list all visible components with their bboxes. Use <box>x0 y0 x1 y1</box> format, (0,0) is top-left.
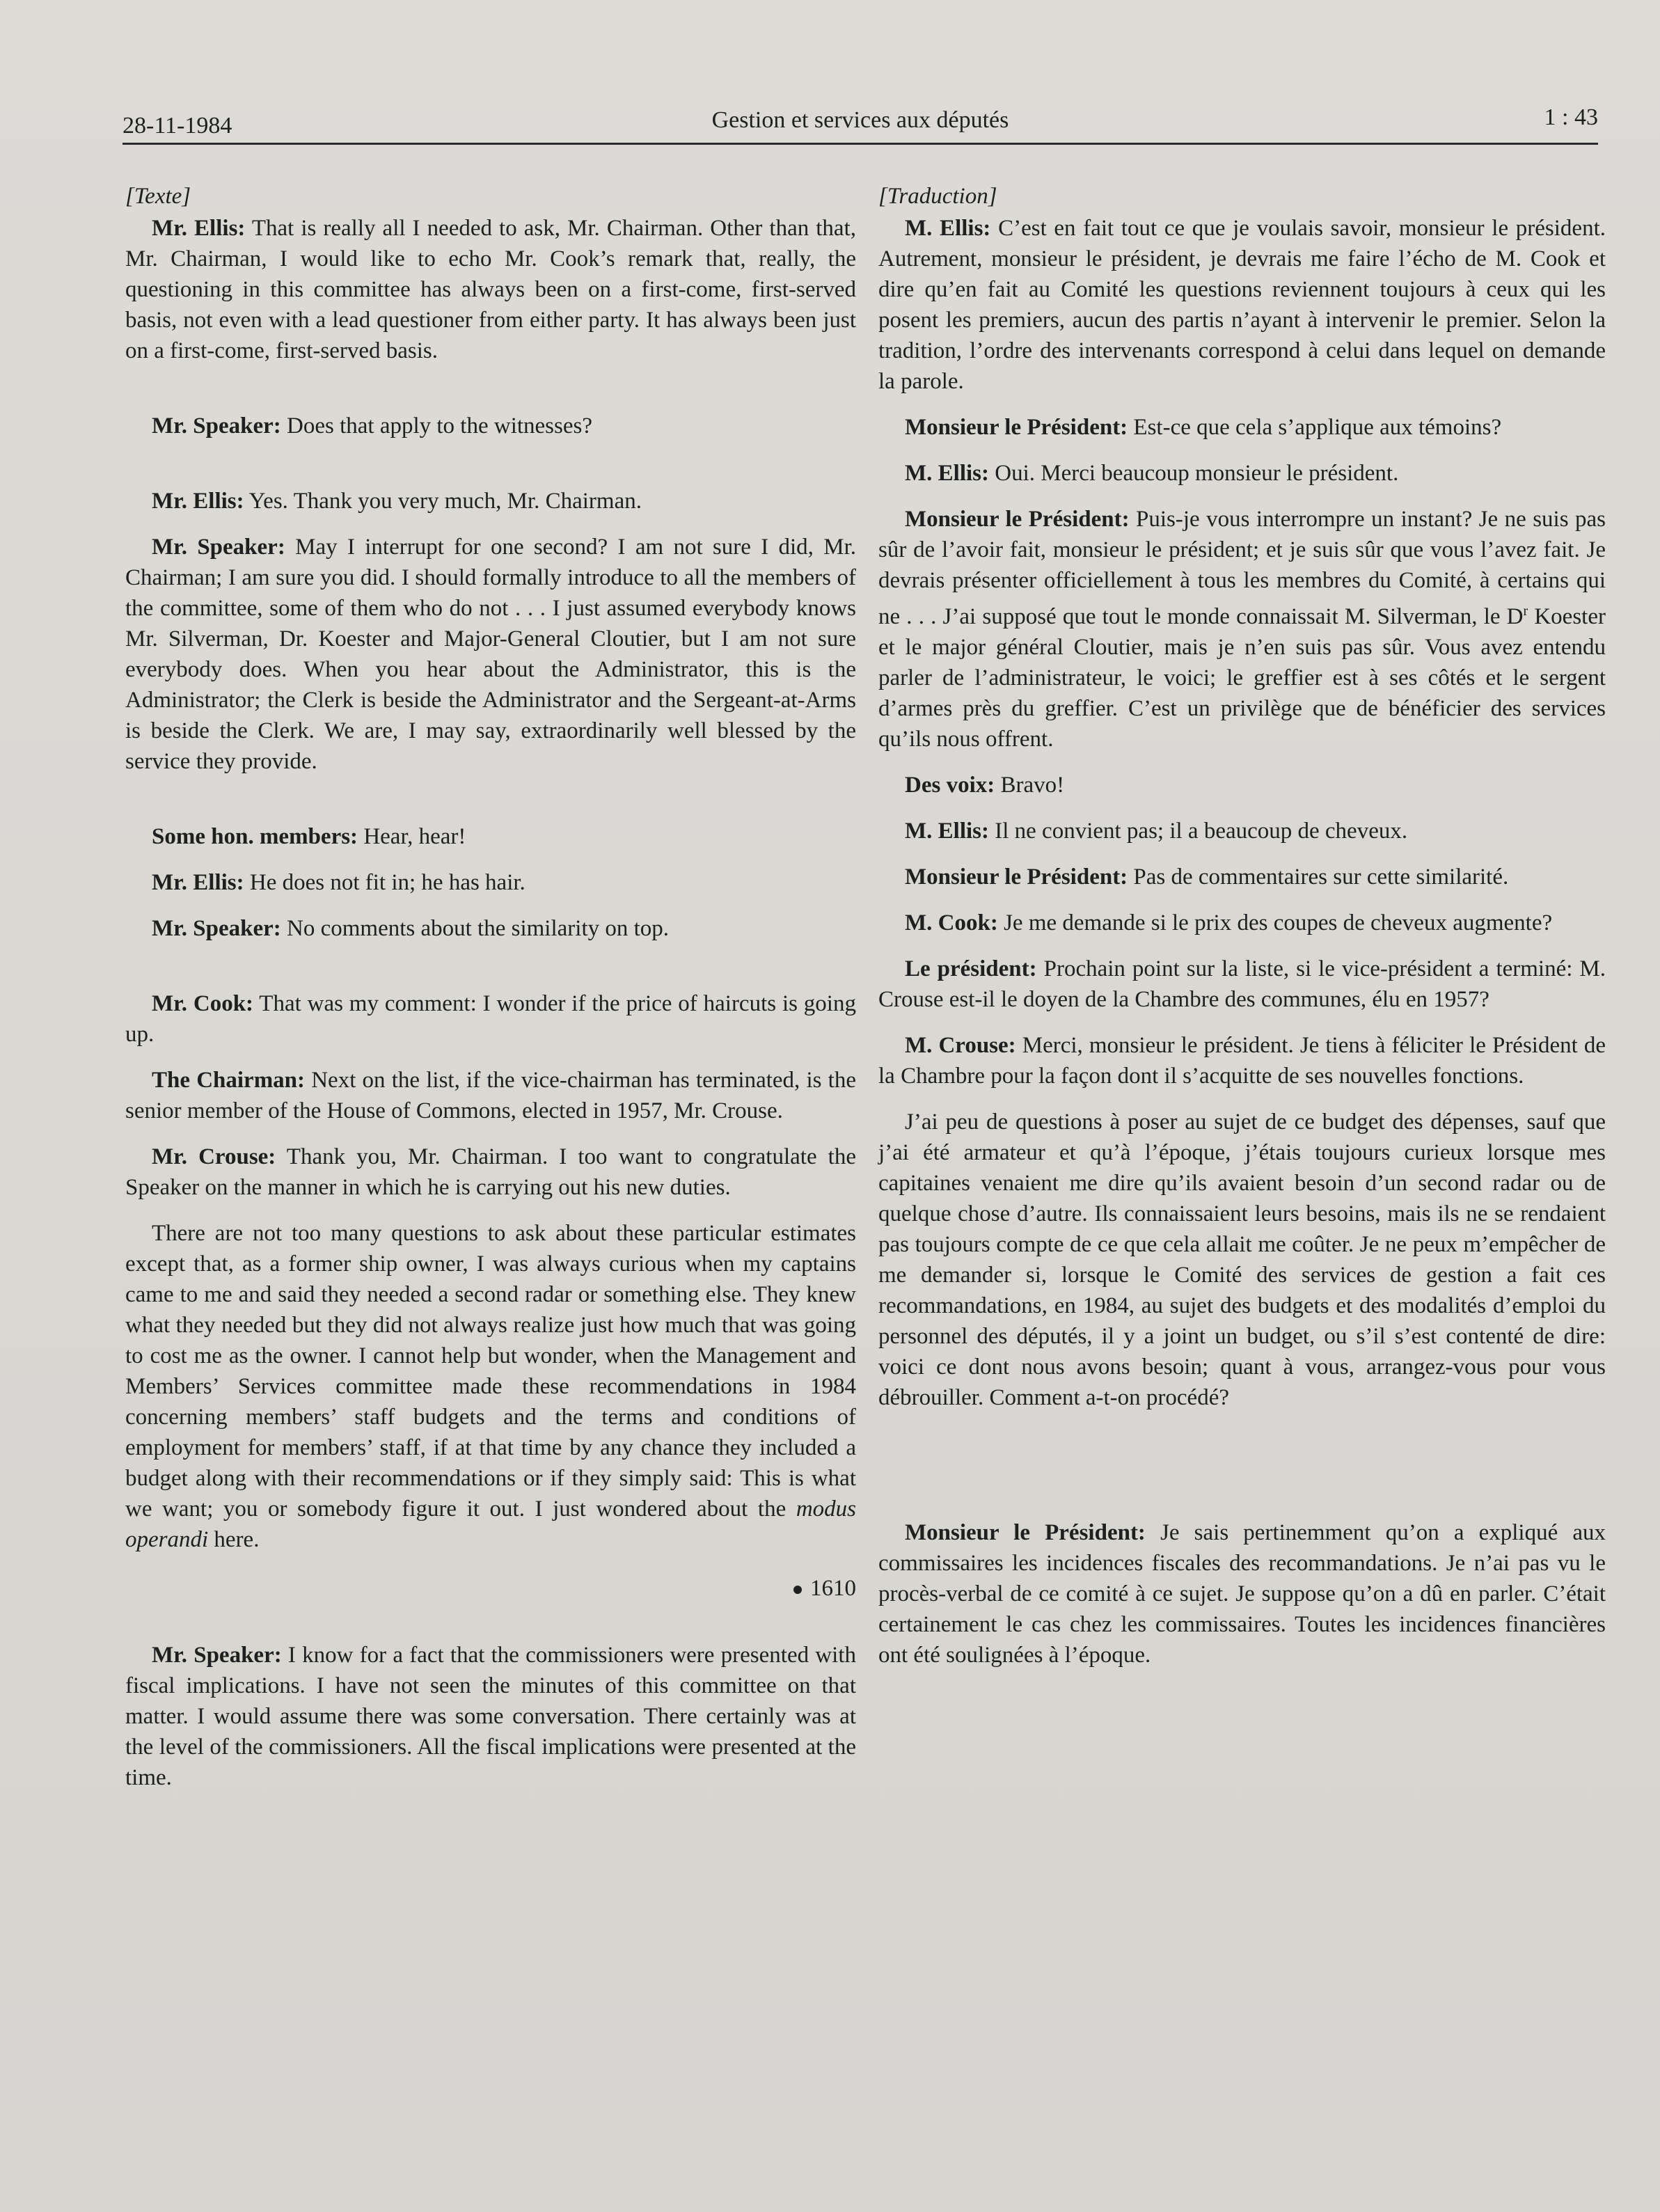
paragraph-text: Puis-je vous interrompre un instant? Je ne suis pas sûr de l’avoir fait, monsieur le président; et je suis sûr que vous l’avez fait. Je devrais présenter officiellement à tous les membres du Comité, à certains qui ne . . . J’ai supposé que tout le monde connaissait M. Silverman, le D <box>878 507 1606 629</box>
time-marker-value: 1610 <box>810 1576 856 1601</box>
paragraph <box>878 954 1606 1015</box>
paragraph-text: Does that apply to the witnesses? <box>280 413 593 439</box>
header-page-number: 1 : 43 <box>1544 104 1598 130</box>
paragraph-text: C’est en fait tout ce que je voulais savoir, monsieur le président. Autrement, monsieur le président, je devrais me faire l’écho de M. Cook et dire qu’en fait au Comité les questions reviennent toujours à ceux qui les posent les premiers, aucun des partis n’ayant à intervenir le premier. Selon la tradition, l’ordre des intervenants correspond à celui dans lequel on demande la parole. <box>878 216 1606 394</box>
paragraph <box>125 532 856 777</box>
speaker-name: M. Ellis: <box>905 216 991 241</box>
paragraph <box>878 412 1606 443</box>
paragraph-text: Je sais pertinemment qu’on a expliqué aux commissaires les incidences fiscales des recommandations. Je n’ai pas vu le procès-verbal de ce comité à ce sujet. Je suppose qu’on a dû en parler. C’était certainement le cas chez les commissaires. Toutes les incidences financières ont été soulignées à l’époque. <box>878 1520 1606 1668</box>
section-tag-label: Traduction <box>887 184 988 209</box>
paragraph <box>878 1107 1606 1413</box>
speaker-name: Monsieur le Président: <box>905 507 1130 532</box>
speaker-name: Le président: <box>905 956 1037 981</box>
speaker-name: Monsieur le Président: <box>905 1520 1146 1545</box>
paragraph <box>878 770 1606 800</box>
paragraph <box>125 1065 856 1126</box>
paragraph-text: Hear, hear! <box>358 824 466 849</box>
speaker-name: Mr. Cook: <box>152 991 254 1016</box>
paragraph-text: Thank you, Mr. Chairman. I too want to congratulate the Speaker on the manner in which he is carrying out his new duties. <box>125 1144 856 1200</box>
paragraph-text: J’ai peu de questions à poser au sujet de ce budget des dépenses, sauf que j’ai été armateur et qu’à l’époque, j’étais toujours curieux lorsque mes capitaines venaient me dire qu’ils avaient besoin d’un second radar ou de quelque chose d’autre. Ils connaissaient leurs besoins, mais ils ne se rendaient pas toujours compte de ce que cela allait me coûter. Je ne peux m’empêcher de me demander si, lorsque le Comité des services de gestion a fait ces recommandations, en 1984, au sujet des budgets et des modalités d’emploi du personnel des députés, il y a joint un budget, ou s’il s’est contenté de dire: voici ce dont nous avons besoin; quant à vous, arrangez-vous pour vous débrouiller. Comment a-t-on procédé? <box>878 1109 1606 1410</box>
speaker-name: Mr. Crouse: <box>152 1144 276 1169</box>
superscript: r <box>1523 603 1528 619</box>
paragraph-text: Pas de commentaires sur cette similarité. <box>1128 864 1509 890</box>
speaker-name: M. Crouse: <box>905 1033 1016 1058</box>
speaker-name: Mr. Speaker: <box>152 1643 282 1668</box>
speaker-name: Mr. Ellis: <box>152 216 246 241</box>
page-header <box>122 104 1598 143</box>
paragraph <box>125 213 856 366</box>
speaker-name: Mr. Speaker: <box>152 916 281 941</box>
paragraph-text: Est-ce que cela s’applique aux témoins? <box>1128 415 1502 440</box>
paragraph-text: Il ne convient pas; il a beaucoup de cheveux. <box>989 819 1408 844</box>
paragraph-text-tail: Koester et le major général Cloutier, mais je n’en suis pas sûr. Vous avez entendu parler de l’administrateur, le voici; le greffier est à ses côtés et le sergent d’armes près du greffier. C’est un privilège que de bénéficier des services qu’ils nous offrent. <box>878 604 1606 752</box>
paragraph <box>878 504 1606 755</box>
paragraph <box>125 1141 856 1203</box>
speaker-name: Mr. Ellis: <box>152 870 244 895</box>
column-french <box>878 174 1606 1686</box>
speaker-name: Des voix: <box>905 773 995 798</box>
section-tag-french: [Traduction] <box>878 184 997 209</box>
paragraph-text: Next on the list, if the vice-chairman has terminated, is the senior member of the House of Commons, elected in 1957, Mr. Crouse. <box>125 1068 857 1123</box>
paragraph-text: Prochain point sur la liste, si le vice-président a terminé: M. Crouse est-il le doyen de la Chambre des communes, élu en 1957? <box>878 956 1606 1012</box>
paragraph-text: That is really all I needed to ask, Mr. Chairman. Other than that, Mr. Chairman, I would like to echo Mr. Cook’s remark that, really, the questioning in this committee has always been on a first-come, first-served basis, not even with a lead questioner from either party. It has always been just on a first-come, first-served basis. <box>125 216 856 363</box>
paragraph <box>878 816 1606 846</box>
paragraph <box>878 862 1606 892</box>
speaker-name: Monsieur le Président: <box>905 864 1128 890</box>
column-english <box>125 174 856 1808</box>
paragraph-text: Yes. Thank you very much, Mr. Chairman. <box>244 489 642 514</box>
paragraph <box>125 913 856 944</box>
paragraph-text: Bravo! <box>995 773 1065 798</box>
paragraph <box>878 1517 1606 1670</box>
section-tag-label: Texte <box>134 184 182 209</box>
paragraph <box>125 988 856 1050</box>
header-date: 28-11-1984 <box>122 113 232 139</box>
bullet-dot-icon <box>793 1586 802 1594</box>
header-title: Gestion et services aux députés <box>711 107 1009 133</box>
paragraph <box>125 486 856 516</box>
speaker-name: The Chairman: <box>152 1068 306 1093</box>
speaker-name: M. Ellis: <box>905 461 989 486</box>
time-marker <box>125 1573 856 1604</box>
paragraph-text: That was my comment: I wonder if the price of haircuts is going up. <box>125 991 856 1047</box>
section-tag-english: [Texte] <box>125 184 191 209</box>
paragraph-text: Oui. Merci beaucoup monsieur le président. <box>989 461 1399 486</box>
header-rule <box>122 143 1598 145</box>
paragraph-text: May I interrupt for one second? I am not sure I did, Mr. Chairman; I am sure you did. I should formally introduce to all the members of the committee, some of them who do not . . . I just assumed everybody knows Mr. Silverman, Dr. Koester and Major-General Cloutier, but I am not sure everybody does. When you hear about the Administrator, this is the Administrator; the Clerk is beside the Administrator and the Sergeant-at-Arms is beside the Clerk. We are, I may say, extraordinarily well blessed by the service they provide. <box>125 535 856 774</box>
speaker-name: Mr. Speaker: <box>152 413 281 439</box>
paragraph <box>878 458 1606 489</box>
paragraph <box>125 1218 856 1555</box>
paragraph-text: Je me demande si le prix des coupes de cheveux augmente? <box>997 910 1553 935</box>
paragraph <box>125 1640 856 1793</box>
speaker-name: M. Cook: <box>905 910 998 935</box>
paragraph-text: Merci, monsieur le président. Je tiens à féliciter le Président de la Chambre pour la façon dont il s’acquitte de ses nouvelles fonctions. <box>878 1033 1606 1089</box>
speaker-name: Monsieur le Président: <box>905 415 1128 440</box>
paragraph-text: There are not too many questions to ask about these particular estimates except that, as a former ship owner, I was always curious when my captains came to me and said they needed a second radar or something else. They knew what they needed but they did not always realize just how much that was going to cost me as the owner. I cannot help but wonder, when the Management and Members’ Services committee made these recommendations in 1984 concerning members’ staff budgets and the terms and conditions of employment for members’ staff, if at that time by any chance they included a budget along with their recommendations or if they simply said: This is what we want; you or somebody figure it out. I just wondered about the <box>125 1221 856 1522</box>
paragraph-text: No comments about the similarity on top. <box>280 916 670 941</box>
paragraph-text-tail: here. <box>208 1527 260 1552</box>
paragraph <box>878 213 1606 397</box>
paragraph <box>878 908 1606 938</box>
paragraph <box>125 821 856 852</box>
speaker-name: Mr. Ellis: <box>152 489 244 514</box>
speaker-name: M. Ellis: <box>905 819 989 844</box>
paragraph <box>878 1030 1606 1091</box>
paragraph-text: I know for a fact that the commissioners were presented with fiscal implications. I have not seen the minutes of this committee on that matter. I would assume there was some conversation. There certainly was at the level of the commissioners. All the fiscal implications were presented at the time. <box>125 1643 856 1790</box>
paragraph-text: He does not fit in; he has hair. <box>244 870 525 895</box>
speaker-name: Mr. Speaker: <box>152 535 285 560</box>
speaker-name: Some hon. members: <box>152 824 358 849</box>
paragraph <box>125 411 856 441</box>
paragraph <box>125 867 856 898</box>
italic-term: modus operandi <box>125 1496 856 1552</box>
